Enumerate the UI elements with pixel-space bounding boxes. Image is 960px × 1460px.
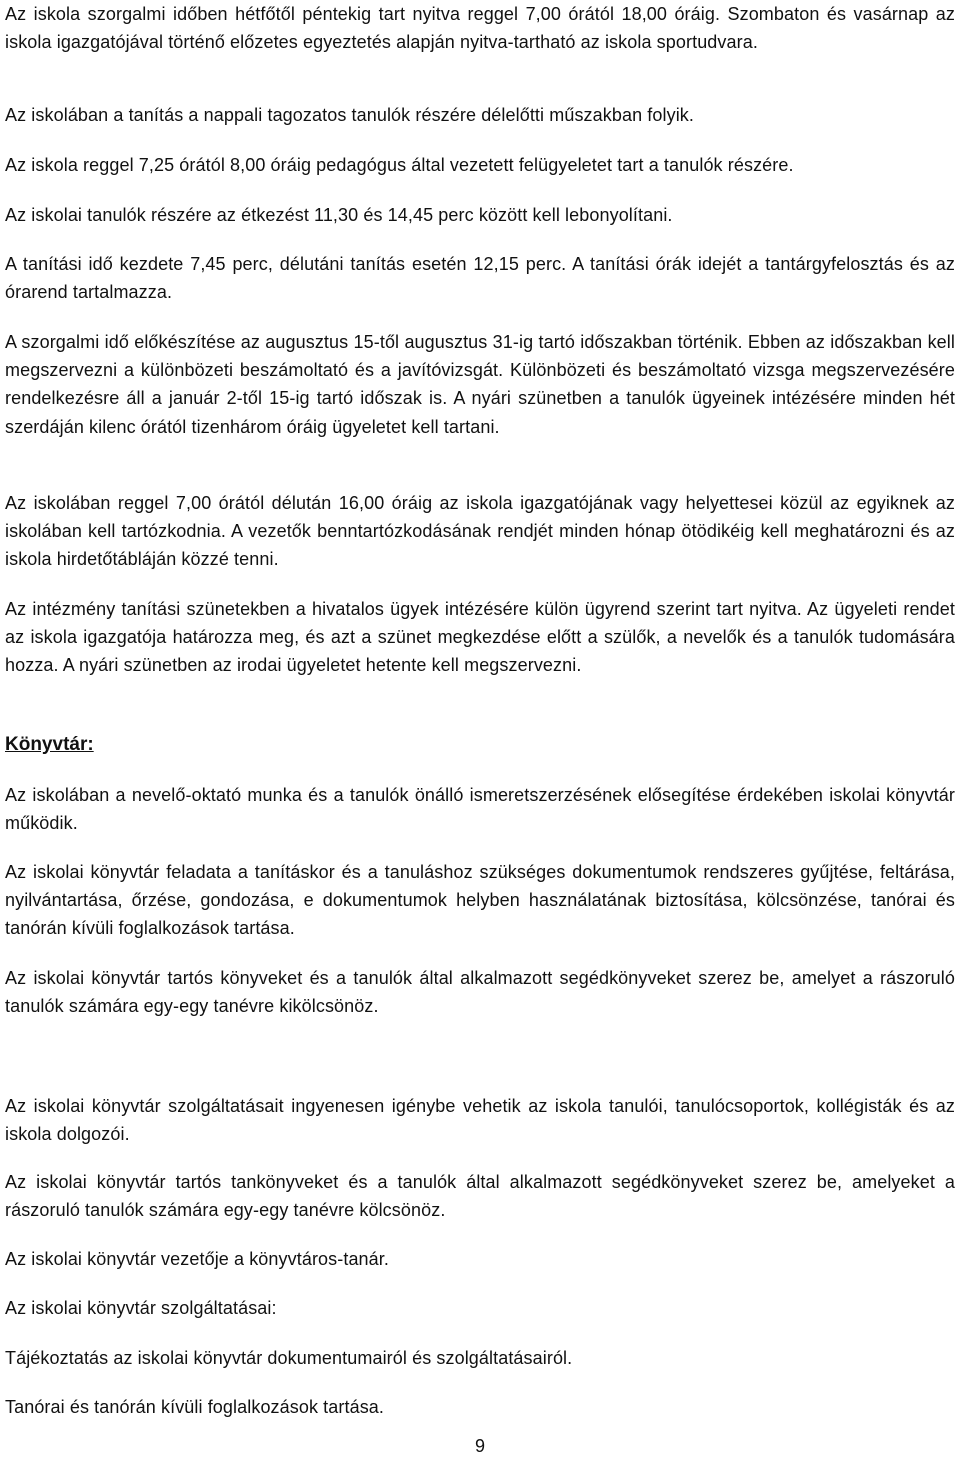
- paragraph-library-services-title: Az iskolai könyvtár szolgáltatásai:: [5, 1298, 277, 1318]
- paragraph-preparation-period: A szorgalmi idő előkészítése az augusztus 15-től augusztus 31-ig tartó időszakban történik. Ebben az időszakban kell megszervezni a különbözeti beszámoltató és a javítóvizsgát. Különbözeti és beszámoltató vizsga megszervezésére rendelkezésre áll a január 2-től 15-ig tartó időszak is. A nyári szünetben a tanulók ügyeinek intézésére minden hét szerdáján kilenc órától tizenhárom óráig ügyeletet kell tartani.: [5, 332, 955, 437]
- paragraph-library-purpose: Az iskolában a nevelő-oktató munka és a tanulók önálló ismeretszerzésének elősegítése érdekében iskolai könyvtár működik.: [5, 785, 955, 834]
- paragraph-library-free-services: Az iskolai könyvtár szolgáltatásait ingyenesen igénybe vehetik az iskola tanulói, tanulócsoportok, kollégisták és az iskola dolgozói.: [5, 1096, 955, 1145]
- paragraph-teaching-shift: Az iskolában a tanítás a nappali tagozatos tanulók részére délelőtti műszakban folyik.: [5, 105, 694, 125]
- paragraph-management-presence: Az iskolában reggel 7,00 órától délután 16,00 óráig az iskola igazgatójának vagy helyettesei közül az egyiknek az iskolában kell tartózkodnia. A vezetők benntartózkodásának rendjét minden hónap ötödikéig kell meghatározni és az iskola hirdetőtábláján közzé tenni.: [5, 493, 955, 570]
- paragraph-library-textbooks: Az iskolai könyvtár tartós tankönyveket és a tanulók által alkalmazott segédkönyveket szerez be, amelyeket a rászoruló tanulók számára egy-egy tanévre kölcsönöz.: [5, 1172, 955, 1221]
- paragraph-library-manager: Az iskolai könyvtár vezetője a könyvtáros-tanár.: [5, 1249, 389, 1269]
- paragraph-library-information: Tájékoztatás az iskolai könyvtár dokumentumairól és szolgáltatásairól.: [5, 1348, 573, 1368]
- paragraph-teaching-time: A tanítási idő kezdete 7,45 perc, délutáni tanítás esetén 12,15 perc. A tanítási órák idejét a tantárgyfelosztás és az órarend tartalmazza.: [5, 254, 955, 303]
- paragraph-library-durable-books: Az iskolai könyvtár tartós könyveket és a tanulók által alkalmazott segédkönyveket szerez be, amelyet a rászoruló tanulók számára egy-egy tanévre kikölcsönöz.: [5, 968, 955, 1017]
- paragraph-library-sessions: Tanórai és tanórán kívüli foglalkozások tartása.: [5, 1397, 385, 1417]
- page-number: 9: [474, 1436, 485, 1456]
- paragraph-morning-supervision: Az iskola reggel 7,25 órától 8,00 óráig pedagógus által vezetett felügyeletet tart a tanulók részére.: [5, 155, 794, 175]
- paragraph-holiday-duty: Az intézmény tanítási szünetekben a hivatalos ügyek intézésére külön ügyrend szerint tart nyitva. Az ügyeleti rendet az iskola igazgatója határozza meg, és azt a szünet megkezdése előtt a szülők, a nevelők és a tanulók tudomására hozza. A nyári szünetben az irodai ügyeletet hetente kell megszervezni.: [5, 599, 955, 676]
- library-heading: Könyvtár:: [5, 734, 94, 755]
- paragraph-opening-hours: Az iskola szorgalmi időben hétfőtől péntekig tart nyitva reggel 7,00 órától 18,00 óráig. Szombaton és vasárnap az iskola igazgatójával történő előzetes egyeztetés alapján nyitva-tartható az iskola sportudvara.: [5, 4, 955, 53]
- paragraph-meals: Az iskolai tanulók részére az étkezést 11,30 és 14,45 perc között kell lebonyolítani.: [5, 205, 673, 225]
- paragraph-library-tasks: Az iskolai könyvtár feladata a tanításkor és a tanuláshoz szükséges dokumentumok rendszeres gyűjtése, feltárása, nyilvántartása, őrzése, gondozása, e dokumentumok helyben használatának biztosítása, kölcsönzése, tanórai és tanórán kívüli foglalkozások tartása.: [5, 862, 955, 939]
